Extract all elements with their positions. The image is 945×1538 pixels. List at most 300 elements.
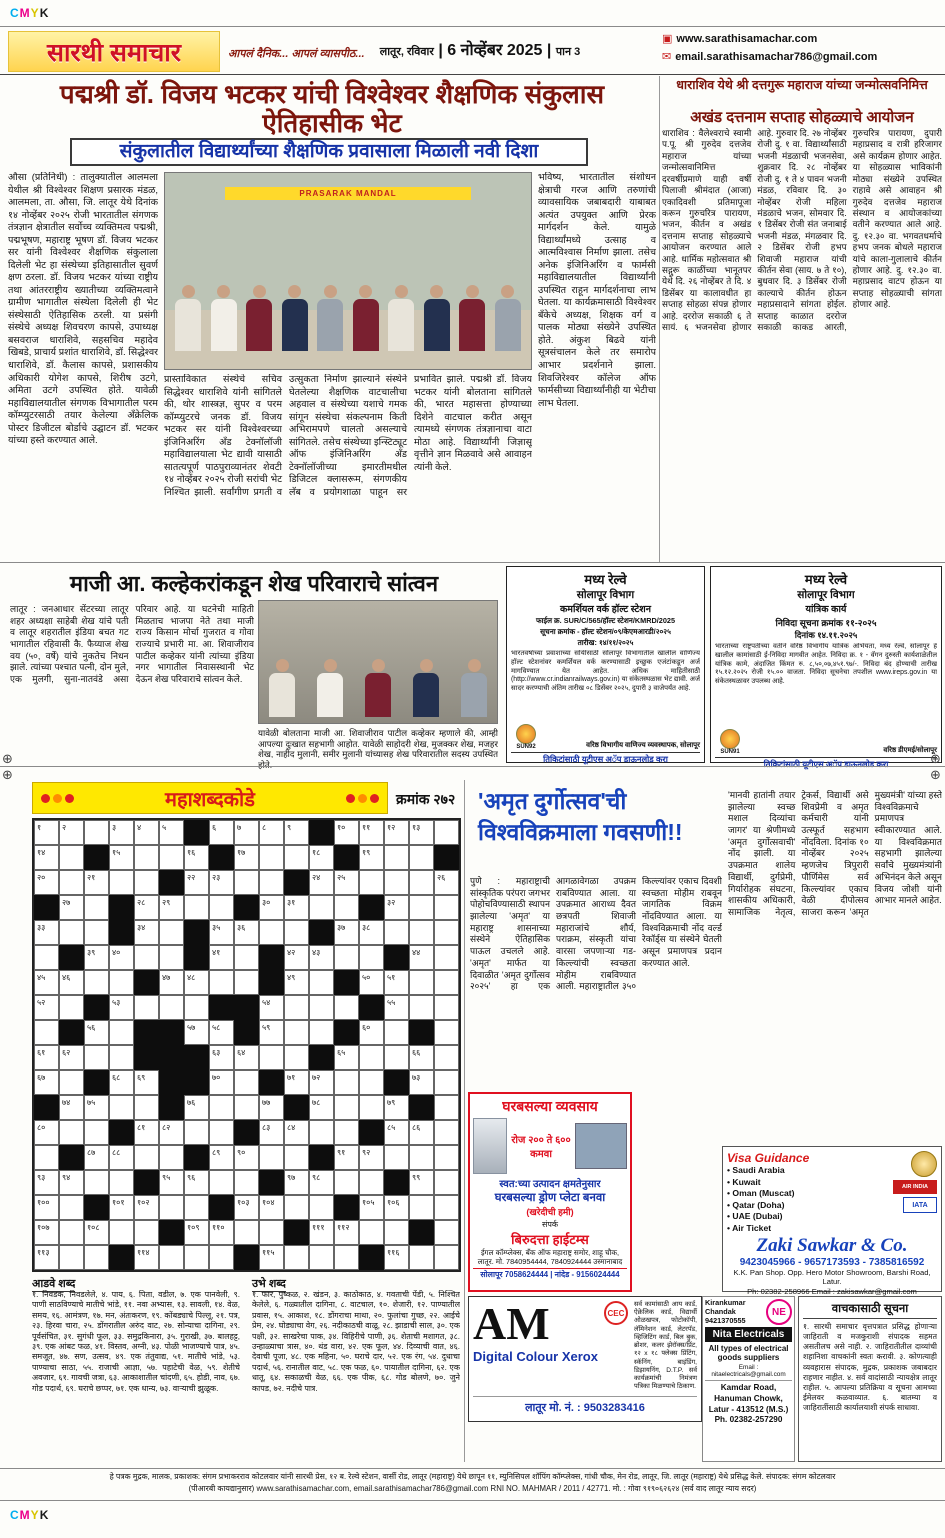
crossword-cell: [134, 845, 159, 870]
vachak-body: १. सारथी समाचार वृत्तपत्रात प्रसिद्ध होणाऱ्या जाहिराती व मजकुराशी संपादक सहमत असतीलच असे नाही. २. जाहिरातीतील दाव्यांची शहानिशा वाचकांनी स्वतः करावी. ३. कोणत्याही व्यवहारास संपादक, मुद्रक, प्रकाशक जबाबदार राहणार नाहीत. ४. सर्व वादांसाठी न्यायक्षेत्र लातूर राहील. ५. आपल्या प्रतिक्रिया व सूचना आमच्या ईमेलवर कळवाव्यात. ६. बातम्या व जाहिरातींसाठी कार्यालयाशी संपर्क साधावा.: [803, 1322, 937, 1413]
crossword-cell: [384, 1020, 409, 1045]
rail2-dept: यांत्रिक कार्य: [805, 604, 847, 615]
crossword-cell: १०६: [384, 1195, 409, 1220]
masthead-title: सारथी समाचार: [47, 38, 181, 67]
crossword-black-cell: [109, 895, 134, 920]
person-figure: [413, 659, 439, 717]
person-figure: [282, 285, 308, 351]
column-divider: [659, 76, 660, 562]
crossword-cell: [159, 1195, 184, 1220]
person-figure: [353, 285, 379, 351]
crossword-black-cell: [309, 820, 334, 845]
ghar-contact-label: संपर्क: [541, 1220, 559, 1229]
crossword-cell: १०१: [109, 1195, 134, 1220]
crossword-cell: ९८: [309, 1170, 334, 1195]
crossword-cell: ९४: [59, 1170, 84, 1195]
crossword-cell: २०: [34, 870, 59, 895]
crossword-cell: ८४: [284, 1120, 309, 1145]
photo-banner: PRASARAK MANDAL: [225, 187, 471, 200]
crossword-black-cell: [209, 995, 234, 1020]
ghar-line2: घरबसल्या ड्रोण प्लेटा बनवा: [494, 1192, 606, 1204]
crossword-cell: ८: [259, 820, 284, 845]
top-rule: [0, 26, 945, 27]
crossword-cell: ४७: [159, 970, 184, 995]
crossword-black-cell: [134, 970, 159, 995]
ghar-title: घरबसल्या व्यवसाय: [502, 1098, 598, 1114]
crossword-cell: [359, 945, 384, 970]
crossword-black-cell: [159, 1095, 184, 1120]
crossword-cell: ३: [109, 820, 134, 845]
crossword-cell: ६३: [209, 1045, 234, 1070]
am-left: [473, 1298, 598, 1392]
crossword-cell: ७२: [309, 1070, 334, 1095]
crossword-cell: [84, 1045, 109, 1070]
crossword-cell: [59, 1195, 84, 1220]
crossword-cell: १०८: [84, 1220, 109, 1245]
crossword-cell: [184, 1245, 209, 1270]
ghar-brand: बिरुदत्ता हाईटम्स: [511, 1232, 589, 1247]
crossword-cell: [434, 1170, 459, 1195]
crossword-cell: [359, 1070, 384, 1095]
crossword-black-cell: [359, 895, 384, 920]
crossword-cell: [209, 1245, 234, 1270]
crossword-cell: [434, 1145, 459, 1170]
crossword-black-cell: [109, 1245, 134, 1270]
crossword-cell: ३२: [384, 895, 409, 920]
crossword-cell: ६५: [334, 1045, 359, 1070]
crossword-black-cell: [159, 1045, 184, 1070]
crossword-cell: [284, 1045, 309, 1070]
crossword-cell: [84, 970, 109, 995]
crossword-cell: ४९: [284, 970, 309, 995]
zaki-name: Zaki Sawkar & Co.: [756, 1234, 908, 1256]
air-india-logo: AIR INDIA: [893, 1180, 937, 1194]
crossword-cell: १०७: [34, 1220, 59, 1245]
crossword-cell: [184, 995, 209, 1020]
rail2-date: दिनांक १४.११.२०२५: [794, 630, 858, 640]
rail2-logo: SUN91: [715, 729, 745, 755]
am-logo-text: AM: [473, 1298, 550, 1349]
nita-email[interactable]: Email : nitaelectricals@gmail.com: [705, 1364, 792, 1381]
crossword-cell: ६: [209, 820, 234, 845]
crossword-black-cell: [234, 1245, 259, 1270]
across-clues: १. निवडक, निवडलेले, ४. पाय, ६. पिता, वडील, ७. एक पानवेली, ९. पाणी साठविण्याचे मातीचे भांडे, ११. नवा अभ्यास, १३. सावली, १४. वेळ, समय, १६. आमंत्रण, १७. मन, अंतःकरण, १९. कोंबड्याचे पिल्लू, २१. पत्र, २३. हिरवा चारा, २५. डोंगरातील अरुंद वाट, २७. सोन्याचा दागिना, २९. पूर्वसंचित, ३१. सुगंधी फूल, ३३. समुद्रकिनारा, ३५. गुराखी, ३७. बालहट्ट, ३९. एक आंबट फळ, ४१. विस्तव, अग्नी, ४३. पोळी भाजण्याचे पात्र, ४५. समजूत, ४७. सण, उत्सव, ४९. एक तंतुवाद्य, ५१. मातीचे भांडे, ५३. पाण्याचा साठा, ५५. राजाची आज्ञा, ५७. पहाटेची वेळ, ५९. शेतीचे अवजार, ६१. गावची जत्रा, ६३. आकाशातील चांदणी, ६५. होडी, नाव, ६७. गोड पदार्थ, ६९. घराचे छप्पर, ७१. एक धान्य, ७३. वाऱ्याची झुळूक.: [32, 1290, 240, 1393]
shek-people-group: [269, 659, 487, 717]
crossword-cell: [334, 1170, 359, 1195]
person-figure: [365, 659, 391, 717]
crossword-black-cell: [109, 1120, 134, 1145]
crossword-cell: [234, 970, 259, 995]
crossword-cell: [309, 895, 334, 920]
crossword-cell: [434, 820, 459, 845]
am-name: Digital Colour Xerox: [473, 1349, 598, 1364]
crossword-cell: [159, 995, 184, 1020]
cec-logo-icon: CEC: [604, 1301, 628, 1325]
crossword-black-cell: [184, 820, 209, 845]
shek-photo: [258, 600, 498, 724]
crossword-cell: [59, 1245, 84, 1270]
crossword-cell: ५०: [359, 970, 384, 995]
registration-mark: ⊕: [930, 751, 941, 766]
email-link[interactable]: email.sarathisamachar786@gmail.com: [675, 50, 878, 63]
crossword-cell: [259, 1145, 284, 1170]
crossword-cell: [134, 1095, 159, 1120]
crossword-cell: [209, 1095, 234, 1120]
crossword-cell: १०४: [259, 1195, 284, 1220]
registration-mark: ⊕: [2, 767, 13, 782]
section-divider: [464, 780, 465, 1462]
nita-name: Nita Electricals: [705, 1327, 792, 1342]
crossword-cell: [384, 870, 409, 895]
down-clues: १. फार, पुष्कळ, २. खंडन, ३. काठोकाठ, ४. गवताची पेंडी, ५. निश्चित केलेले, ६. गळ्यातील दागिना, ८. वाटचाल, १०. शेजारी, १२. पाण्यातील प्रवास, १५. आकाश, १८. डोंगराचा माथा, २०. फुलांचा गुच्छ, २२. आईचे प्रेम, २४. घोड्याचा वेग, २६. नदीकाठची वाळू, २८. झाडाची साल, ३०. एक पक्षी, ३२. साखरेचा पाक, ३४. विहिरीचे पाणी, ३६. शेताची मशागत, ३८. उन्हाळ्याचा त्रास, ४०. थंड वारा, ४२. एक फूल, ४४. दिव्याची वात, ४६. देवाची पूजा, ४८. एक महिना, ५०. घराचे दार, ५२. एक रंग, ५४. दुधाचा पदार्थ, ५६. रानातील वाट, ५८. एक फळ, ६०. पायातील दागिना, ६२. एक धातू, ६४. सकाळची वेळ, ६६. एक पीक, ६८. गोड बोलणे, ७०. जुने कापड, ७२. नदीचे पात्र.: [252, 1290, 460, 1393]
crossword-cell: १०९: [184, 1220, 209, 1245]
rail1-notice: सूचना क्रमांक - हॉल्ट स्टेशन/०९/केएमआरडी/२०२५: [540, 627, 671, 636]
crossword-black-cell: [134, 1020, 159, 1045]
crossword-black-cell: [59, 945, 84, 970]
rail2-tender: निविदा सूचना क्रमांक ११-२०२५: [775, 618, 877, 628]
crossword-cell: [359, 1220, 384, 1245]
crossword-grid: [32, 818, 461, 1272]
crossword-black-cell: [434, 845, 459, 870]
am-phone[interactable]: लातूर मो. नं. : 9503283416: [473, 1396, 697, 1415]
rail1-file: फाईल क्र. SUR/C/565/हॉल्ट स्टेशन/KMRD/2025: [535, 616, 676, 625]
crossword-cell: ७१: [284, 1070, 309, 1095]
crossword-cell: २६: [434, 870, 459, 895]
registration-mark: ⊕: [930, 767, 941, 782]
crossword-black-cell: [359, 995, 384, 1020]
crossword-cell: [359, 1170, 384, 1195]
crossword-black-cell: [284, 1220, 309, 1245]
crossword-cell: [359, 870, 384, 895]
crossword-cell: [434, 1045, 459, 1070]
rail2-title: मध्य रेल्वे: [804, 572, 848, 587]
kirankumar-block: Kirankumar Chandak 9421370555: [705, 1298, 746, 1325]
crossword-cell: १३: [409, 820, 434, 845]
crossword-cell: १०: [334, 820, 359, 845]
reader-notice-box: [798, 1296, 942, 1462]
mid-rule: [0, 562, 945, 563]
crossword-cell: २३: [209, 870, 234, 895]
crossword-cell: ७९: [384, 1095, 409, 1120]
crossword-black-cell: [234, 995, 259, 1020]
crossword-black-cell: [259, 945, 284, 970]
main-article-col-mid: प्रास्ताविकात संस्थेचे सचिव सिद्धेश्वर धाराशिवे यांनी सांगितले की, थोर शास्त्रज्ञ, सुपर व परम कॉम्प्युटरचे जनक डॉ. विजय भटकर सर यांनी विश्वेश्वरच्या इंजिनिअरिंग अँड टेक्नॉलॉजी महाविद्यालयाला भेट द्यावी यासाठी सातत्यपूर्ण पाठपुराव्यानंतर शेवटी १४ नोव्हेंबर २०२५ रोजी सरांची भेट निश्चित झाली. सर्वांगीण प्रगती व उत्सुकता निर्माण झाल्याने संस्थेने घेतलेल्या शैक्षणिक वाटचालीचा अहवाल व संस्थेच्या यशाचे गमक सांगून संस्थेचा संकल्पनाम किती अभिरामपणे चालतो असल्याचे सांगितले. तसेच संस्थेच्या इन्स्टिट्यूट ऑफ इंजिनिअरिंग अँड टेक्नॉलॉजीच्या इमारतीमधील डिजिटल क्लासरूम, संगणकीय लॅब व प्रयोगशाळा पाहून सर प्रभावित झाले. पद्मश्री डॉ. विजय भटकर यांनी बोलताना सांगितले की, भारत महासत्ता होण्याच्या दिशेने वाटचाल करीत असून त्यामध्ये संगणक तंत्रज्ञानाचा वाटा मोठा आहे. विद्यार्थ्यांनी जिज्ञासू वृत्तीने ज्ञान मिळवावे असे आवाहन त्यांनी केले.: [164, 374, 532, 498]
amrut-headline: 'अमृत दुर्गोत्सव'ची विश्वविक्रमाला गवसणी!!: [478, 788, 683, 846]
railway-notice-commercial: [506, 566, 705, 763]
rail1-logo: SUN92: [511, 724, 541, 750]
crossword-cell: [84, 895, 109, 920]
rail1-date: तारीख: १४/११/२०२५: [577, 638, 634, 647]
tower-image: [473, 1118, 507, 1174]
crossword-cell: ५९: [259, 1020, 284, 1045]
dateline-city: लातूर, रविवार: [379, 46, 434, 58]
nita-desc: All types of electrical goods suppliers: [708, 1344, 789, 1363]
crossword-black-cell: [384, 945, 409, 970]
crossword-black-cell: [184, 1145, 209, 1170]
crossword-cell: [84, 1120, 109, 1145]
crossword-cell: १९: [359, 845, 384, 870]
crossword-black-cell: [309, 1145, 334, 1170]
crossword-cell: ४२: [284, 945, 309, 970]
sun-logo-icon: [720, 729, 740, 749]
cmyk-y: Y: [30, 6, 40, 20]
crossword-cell: ७३: [409, 1070, 434, 1095]
crossword-cell: ३४: [134, 920, 159, 945]
crossword-cell: [159, 845, 184, 870]
crossword-black-cell: [259, 970, 284, 995]
crossword-cell: ९७: [284, 1170, 309, 1195]
crossword-black-cell: [159, 1070, 184, 1095]
crossword-cell: ४६: [59, 970, 84, 995]
crossword-cell: [109, 1170, 134, 1195]
crossword-cell: [234, 1220, 259, 1245]
crossword-cell: [284, 995, 309, 1020]
crossword-cell: [209, 1120, 234, 1145]
zaki-sawkar-ad: [722, 1146, 942, 1297]
crossword-cell: [234, 945, 259, 970]
crossword-cell: ५७: [184, 1020, 209, 1045]
main-article-col-right: भविष्य, भारतातील संशोधन क्षेत्राची गरज आणि तरुणांची व्यावसायिक जबाबदारी याबाबत अत्यंत उपयुक्त आणि प्रेरक मार्गदर्शन केले. यामुळे विद्यार्थ्यांमध्ये उत्साह व आत्मविश्वास निर्माण झाला. तसेच अनेक इंजिनिअरिंग व फार्मसी महाविद्यालयातील विद्यार्थ्यांनी उपस्थित राहून मार्गदर्शनाचा लाभ घेतला. या कार्यक्रमासाठी विश्वेश्वर बँकेचे अध्यक्ष, शिक्षक वर्ग व पालक मोठ्या संख्येने उपस्थित होते. अंकुश बिढवे यांनी सूत्रसंचालन केले तर समारोप आभार प्रदर्शनाने झाला. शिवजिरेश्वर कॉलेज ऑफ फार्मसीच्या विद्यार्थ्यांनीही या भेटीचा लाभ घेतला.: [538, 172, 656, 409]
crossword-cell: ७४: [59, 1095, 84, 1120]
person-figure: [461, 659, 487, 717]
crossword-cell: २९: [159, 895, 184, 920]
crossword-cell: ५६: [84, 1020, 109, 1045]
crossword-cell: [59, 995, 84, 1020]
crossword-cell: [234, 870, 259, 895]
shek-headline: माजी आ. कल्हेकरांकडून शेख परिवाराचे सांत्वन: [69, 571, 439, 596]
crossword-cell: [259, 845, 284, 870]
crossword-cell: ११४: [134, 1245, 159, 1270]
crossword-cell: [309, 970, 334, 995]
person-figure: [495, 285, 521, 351]
crossword-cell: ५१: [384, 970, 409, 995]
crossword-cell: ५२: [34, 995, 59, 1020]
crossword-cell: [209, 970, 234, 995]
crossword-cell: [109, 1220, 134, 1245]
crossword-cell: [184, 895, 209, 920]
crossword-cell: [359, 1045, 384, 1070]
crossword-cell: [409, 1245, 434, 1270]
rail1-title: मध्य रेल्वे: [584, 572, 627, 587]
dots-decor-left: [41, 794, 74, 803]
crossword-cell: [34, 1145, 59, 1170]
crossword-cell: ९१: [334, 1145, 359, 1170]
rail1-signature: वरिष्ठ विभागीय वाणिज्य व्यवस्थापक, सोलापूर: [586, 741, 700, 749]
crossword-black-cell: [409, 1020, 434, 1045]
crossword-black-cell: [184, 920, 209, 945]
crossword-cell: ८६: [409, 1120, 434, 1145]
crossword-cell: ६०: [359, 1020, 384, 1045]
crossword-cell: [434, 1020, 459, 1045]
crossword-cell: [409, 845, 434, 870]
crossword-cell: १७: [234, 845, 259, 870]
crossword-black-cell: [209, 1195, 234, 1220]
crossword-black-cell: [134, 1170, 159, 1195]
masthead: [8, 31, 220, 72]
crossword-cell: ६४: [234, 1045, 259, 1070]
rail1-dept: कमर्शियल वर्क हॉल्ट स्टेशन: [560, 604, 651, 615]
crossword-cell: [284, 845, 309, 870]
person-figure: [317, 285, 343, 351]
crossword-cell: ११३: [34, 1245, 59, 1270]
crossword-cell: [434, 1220, 459, 1245]
crossword-black-cell: [284, 870, 309, 895]
crossword-cell: [84, 1170, 109, 1195]
crossword-cell: [309, 995, 334, 1020]
cmyk-m: M: [19, 6, 31, 20]
crossword-black-cell: [334, 1020, 359, 1045]
ghar-line1: स्वत:च्या उत्पादन क्षमतेनुसार: [499, 1179, 601, 1190]
crossword-cell: ९०: [234, 1145, 259, 1170]
crossword-cell: ३०: [259, 895, 284, 920]
main-article-photo: [164, 172, 532, 370]
crossword-cell: १४: [34, 845, 59, 870]
datta-body: धाराशिव : वैलेश्वराचे स्वामी प.पू. श्री गुरुदेव दत्तजेव महाराज यांच्या जन्मोत्सवानिमित्त दरवर्षीप्रमाणे याही वर्षी पिलाजी श्रीमंदात (आजा) एकादिवशी प्रतिमापूजा करून गुरुचरित्र पारायण, भजन, कीर्तन व अखंड दत्तनाम सप्ताह सोहळ्याचे आयोजन करण्यात आले आहे. धार्मिक महोत्सवात श्री सद्गुरू काळींच्या भानूतपर येथे दि. २६ नोव्हेंबर ते दि. ४ डिसेंबर या कालावधीत हा सप्ताह सोहळा संपन्न होणार आहे. दररोज सकाळी ६ ते सायं. ६ भजनसेवा होणार आहे. गुरुवार दि. २७ नोव्हेंबर रोजी दु. १ वा. विद्यार्थ्यांसाठी भजनी मंडळाची भजनसेवा, शुक्रवार दि. २८ नोव्हेंबर रोजी दु. १ ते ४ पावन भजनी मंडळ, रविवार दि. ३० नोव्हेंबर रोजी महिला मंडळाचे भजन, सोमवार दि. १ डिसेंबर रोजी संत जनाबाई भजनी मंडळ, मंगळवार दि. २ डिसेंबर रोजी हभप शिवाजी महाराज यांची कीर्तन सेवा (साय. ७ ते १०), बुधवार दि. ३ डिसेंबर रोजी काल्याचे कीर्तन होऊन महाप्रसादाने सांगता होईल. सप्ताह काळात दररोज सकाळी काकड आरती, गुरुचरित्र पारायण, दुपारी महाप्रसाद व रात्री हरिजागर असे कार्यक्रम होणार आहेत. या सोहळ्यास भाविकांनी मोठ्या संख्येने उपस्थित राहावे असे आवाहन श्री गुरुदेव दत्तजेव महाराज संस्थान व आयोजकांच्या वतीने करण्यात आले आहे. दु. १२.३० वा. भगवतधर्माचे हभप जनक बोधले महाराज यांचे काला-गुलालाचे कीर्तन होणार आहे. दु. १२.३० वा. महाप्रसाद वाटप होऊन या सप्ताह सोहळ्याची सांगता होणार आहे.: [662, 128, 942, 333]
crossword-cell: २: [59, 820, 84, 845]
crossword-cell: [159, 945, 184, 970]
crossword-black-cell: [284, 1095, 309, 1120]
rail1-region: सोलापूर विभाग: [576, 589, 635, 601]
iata-logo: IATA: [903, 1197, 937, 1213]
crossword-cell: [384, 1145, 409, 1170]
crossword-cell: [409, 895, 434, 920]
crossword-cell: ९६: [184, 1170, 209, 1195]
sun-logo-icon: [516, 724, 536, 744]
person-figure: [459, 285, 485, 351]
rail1-uts-line: तिकिटांसाठी यूटीएस अॅप डाऊनलोड करा: [511, 752, 700, 765]
emblem-icon: [911, 1151, 937, 1177]
crossword-cell: [284, 1145, 309, 1170]
crossword-cell: [259, 1220, 284, 1245]
crossword-cell: ३५: [209, 920, 234, 945]
crossword-cell: ३१: [284, 895, 309, 920]
amrut-body-left: पुणे : महाराष्ट्राची सांस्कृतिक परंपरा जगभर पोहोचविण्यासाठी स्थापन झालेल्या 'अमृत' या महाराष्ट्र शासनाच्या संस्थेने ऐतिहासिक पाऊल उचलले आहे. 'अमृत' मार्फत या दिवाळीत 'अमृत दुर्गोत्सव २०२५' हा एक आगळावेगळा उपक्रम राबविण्यात आला. या उपक्रमात आराध्य दैवत छत्रपती शिवाजी महाराजांचे शौर्य, पराक्रम, संस्कृती यांचा वारसा जपणाऱ्या गड-किल्ल्यांची स्वच्छता मोहीम राबविण्यात आली. महाराष्ट्रातील ३५० किल्ल्यांवर एकाच दिवशी स्वच्छता मोहीम राबवून जागतिक विक्रम नोंदविण्यात आला. या विश्वविक्रमाची नोंद वर्ल्ड रेकॉर्ड्स या संस्थेने घेतली असून प्रमाणपत्र प्रदान करण्यात आले.: [470, 876, 722, 992]
crossword-cell: [59, 1070, 84, 1095]
zaki-phones[interactable]: 9423045966 - 9657173593 - 7385816592: [739, 1256, 925, 1268]
crossword-cell: ७५: [84, 1095, 109, 1120]
crossword-cell: ११६: [384, 1245, 409, 1270]
crossword-cell: [434, 920, 459, 945]
crossword-black-cell: [34, 895, 59, 920]
crossword-cell: [434, 1245, 459, 1270]
crossword-cell: ८३: [259, 1120, 284, 1145]
crossword-cell: ८१: [134, 1120, 159, 1145]
ghar-footer: सोलापूर 7058624444 | नांदेड - 9156024444: [473, 1268, 627, 1280]
crossword-black-cell: [384, 1170, 409, 1195]
cmyk-k: K: [39, 6, 50, 20]
crossword-cell: ६६: [409, 1045, 434, 1070]
crossword-cell: ७: [234, 820, 259, 845]
crossword-cell: १५: [109, 845, 134, 870]
crossword-cell: [284, 920, 309, 945]
crossword-cell: [234, 1170, 259, 1195]
zaki-address1: K.K. Pan Shop. Opp. Hero Motor Showroom, Barshi Road, Latur.: [733, 1267, 931, 1287]
rail1-body: भारतवर्षाच्या प्रवाशांच्या सोयीसाठी सोलापूर विभागातील खालील वाणिज्य हॉल्ट स्टेशनांवर कमर्शियल वर्क करण्यासाठी इच्छुक एजंटांकडून अर्ज मागविण्यात येत आहेत. अधिक माहितीसाठी (http://www.cr.indianrailways.gov.in) या संकेतस्थळास भेट द्यावी. अर्ज सादर करण्याची अंतिम तारीख ०८ डिसेंबर २०२५, दुपारी ३ वाजेपर्यंत आहे.: [511, 650, 700, 693]
crossword-black-cell: [159, 870, 184, 895]
crossword-black-cell: [84, 1070, 109, 1095]
crossword-cell: [409, 970, 434, 995]
imprint-line2: (पीआरबी कायद्यानुसार) www.sarathisamachar.com, email.sarathisamachar786@gmail.com RNI NO. MAHMAR / 2011 / 42771. मो. : गोवा ९१९०६२६२४ (सर्व वाद लातूर न्याय सदर): [188, 1484, 757, 1493]
crossword-cell: [259, 920, 284, 945]
railway-notice-tender: [710, 566, 942, 769]
crossword-cell: ६९: [134, 1070, 159, 1095]
visa-list: Visa Guidance • Saudi Arabia • Kuwait • Oman (Muscat) • Qatar (Doha) • UAE (Dubai) • Air Ticket: [727, 1151, 810, 1233]
crossword-cell: [409, 920, 434, 945]
crossword-cell: ९: [284, 820, 309, 845]
crossword-cell: [109, 970, 134, 995]
crossword-cell: [384, 1045, 409, 1070]
crossword-cell: ८८: [109, 1145, 134, 1170]
crossword-cell: ५८: [209, 1020, 234, 1045]
crossword-cell: २८: [134, 895, 159, 920]
rail2-signature: वरिष्ठ डीएमई/सोलापूर: [883, 746, 937, 754]
crossword-cell: [109, 1045, 134, 1070]
masthead-tagline: आपलं दैनिक... आपलं व्यासपीठ...: [228, 48, 365, 60]
crossword-cell: [384, 1220, 409, 1245]
crossword-black-cell: [59, 1145, 84, 1170]
crossword-cell: [109, 1095, 134, 1120]
crossword-cell: [434, 1120, 459, 1145]
crossword-cell: [134, 995, 159, 1020]
crossword-black-cell: [209, 845, 234, 870]
crossword-cell: [409, 870, 434, 895]
website-link[interactable]: www.sarathisamachar.com: [676, 33, 818, 45]
crossword-cell: १६: [184, 845, 209, 870]
crossword-cell: [309, 1195, 334, 1220]
crossword-black-cell: [309, 920, 334, 945]
crossword-cell: ५३: [109, 995, 134, 1020]
crossword-cell: ४४: [409, 945, 434, 970]
crossword-cell: ८९: [209, 1145, 234, 1170]
crossword-black-cell: [334, 1195, 359, 1220]
crossword-black-cell: [409, 1095, 434, 1120]
down-heading: उभे शब्द: [252, 1278, 286, 1290]
vachak-title: वाचकासाठी सूचना: [803, 1301, 937, 1319]
crossword-cell: [109, 1020, 134, 1045]
crossword-cell: [409, 1145, 434, 1170]
cmyk-mark-bottom: CMYK: [10, 1508, 50, 1522]
crossword-cell: [334, 1120, 359, 1145]
am-services: सर्व कामांसाठी आय कार्ड, ऐक्रेलिक कार्ड, विद्यार्थी ओळखपत्र, फोटोकॉपी, लॅमिनेशन कार्ड, लेटरपॅड, व्हिजिटिंग कार्ड, बिल बुक, ब्रोशर, कलर झेरॉक्स/प्रिंट, १२ x १८ फ्लेक्स प्रिंटिंग, स्कॅनिंग, बाइंडिंग, डिझायनिंग, D.T.P. सर्व कार्यक्रमांची निमंत्रण पत्रिका मिळण्याचे ठिकाण.: [633, 1301, 697, 1391]
crossword-cell: [159, 920, 184, 945]
datta-subheadline: अखंड दत्तनाम सप्ताह सोहळ्याचे आयोजन: [690, 109, 914, 126]
ghar-address: ईगल कॉम्प्लेक्स, बँक ऑफ महाराष्ट्र समोर, शाहू चौक, लातूर. मो. 7840954444, 7840924444 उस्मानाबाद: [477, 1248, 623, 1267]
crossword-cell: [309, 1245, 334, 1270]
crossword-cell: १०२: [134, 1195, 159, 1220]
crossword-cell: [334, 1095, 359, 1120]
nita-address: Kamdar Road, Hanuman Chowk, Latur - 413512 (M.S.) Ph. 02382-257290: [708, 1383, 789, 1425]
crossword-black-cell: [134, 1045, 159, 1070]
crossword-cell: १०५: [359, 1195, 384, 1220]
crossword-cell: [34, 945, 59, 970]
crossword-cell: [59, 845, 84, 870]
crossword-cell: [34, 1020, 59, 1045]
crossword-cell: ५: [159, 820, 184, 845]
website-row: [662, 31, 942, 49]
crossword-cell: ११: [359, 820, 384, 845]
crossword-black-cell: [159, 1020, 184, 1045]
crossword-cell: २४: [309, 870, 334, 895]
crossword-cell: ४१: [209, 945, 234, 970]
crossword-cell: ६२: [59, 1045, 84, 1070]
rail2-uts-line: तिकिटांसाठी यूटीएस अॅप डाऊनलोड करा: [715, 757, 937, 770]
photo-people-group: [175, 285, 521, 351]
crossword-black-cell: [359, 1120, 384, 1145]
cmyk-mark-top: [10, 6, 49, 20]
crossword-cell: [209, 895, 234, 920]
crossword-cell: १११: [309, 1220, 334, 1245]
crossword-black-cell: [159, 1220, 184, 1245]
